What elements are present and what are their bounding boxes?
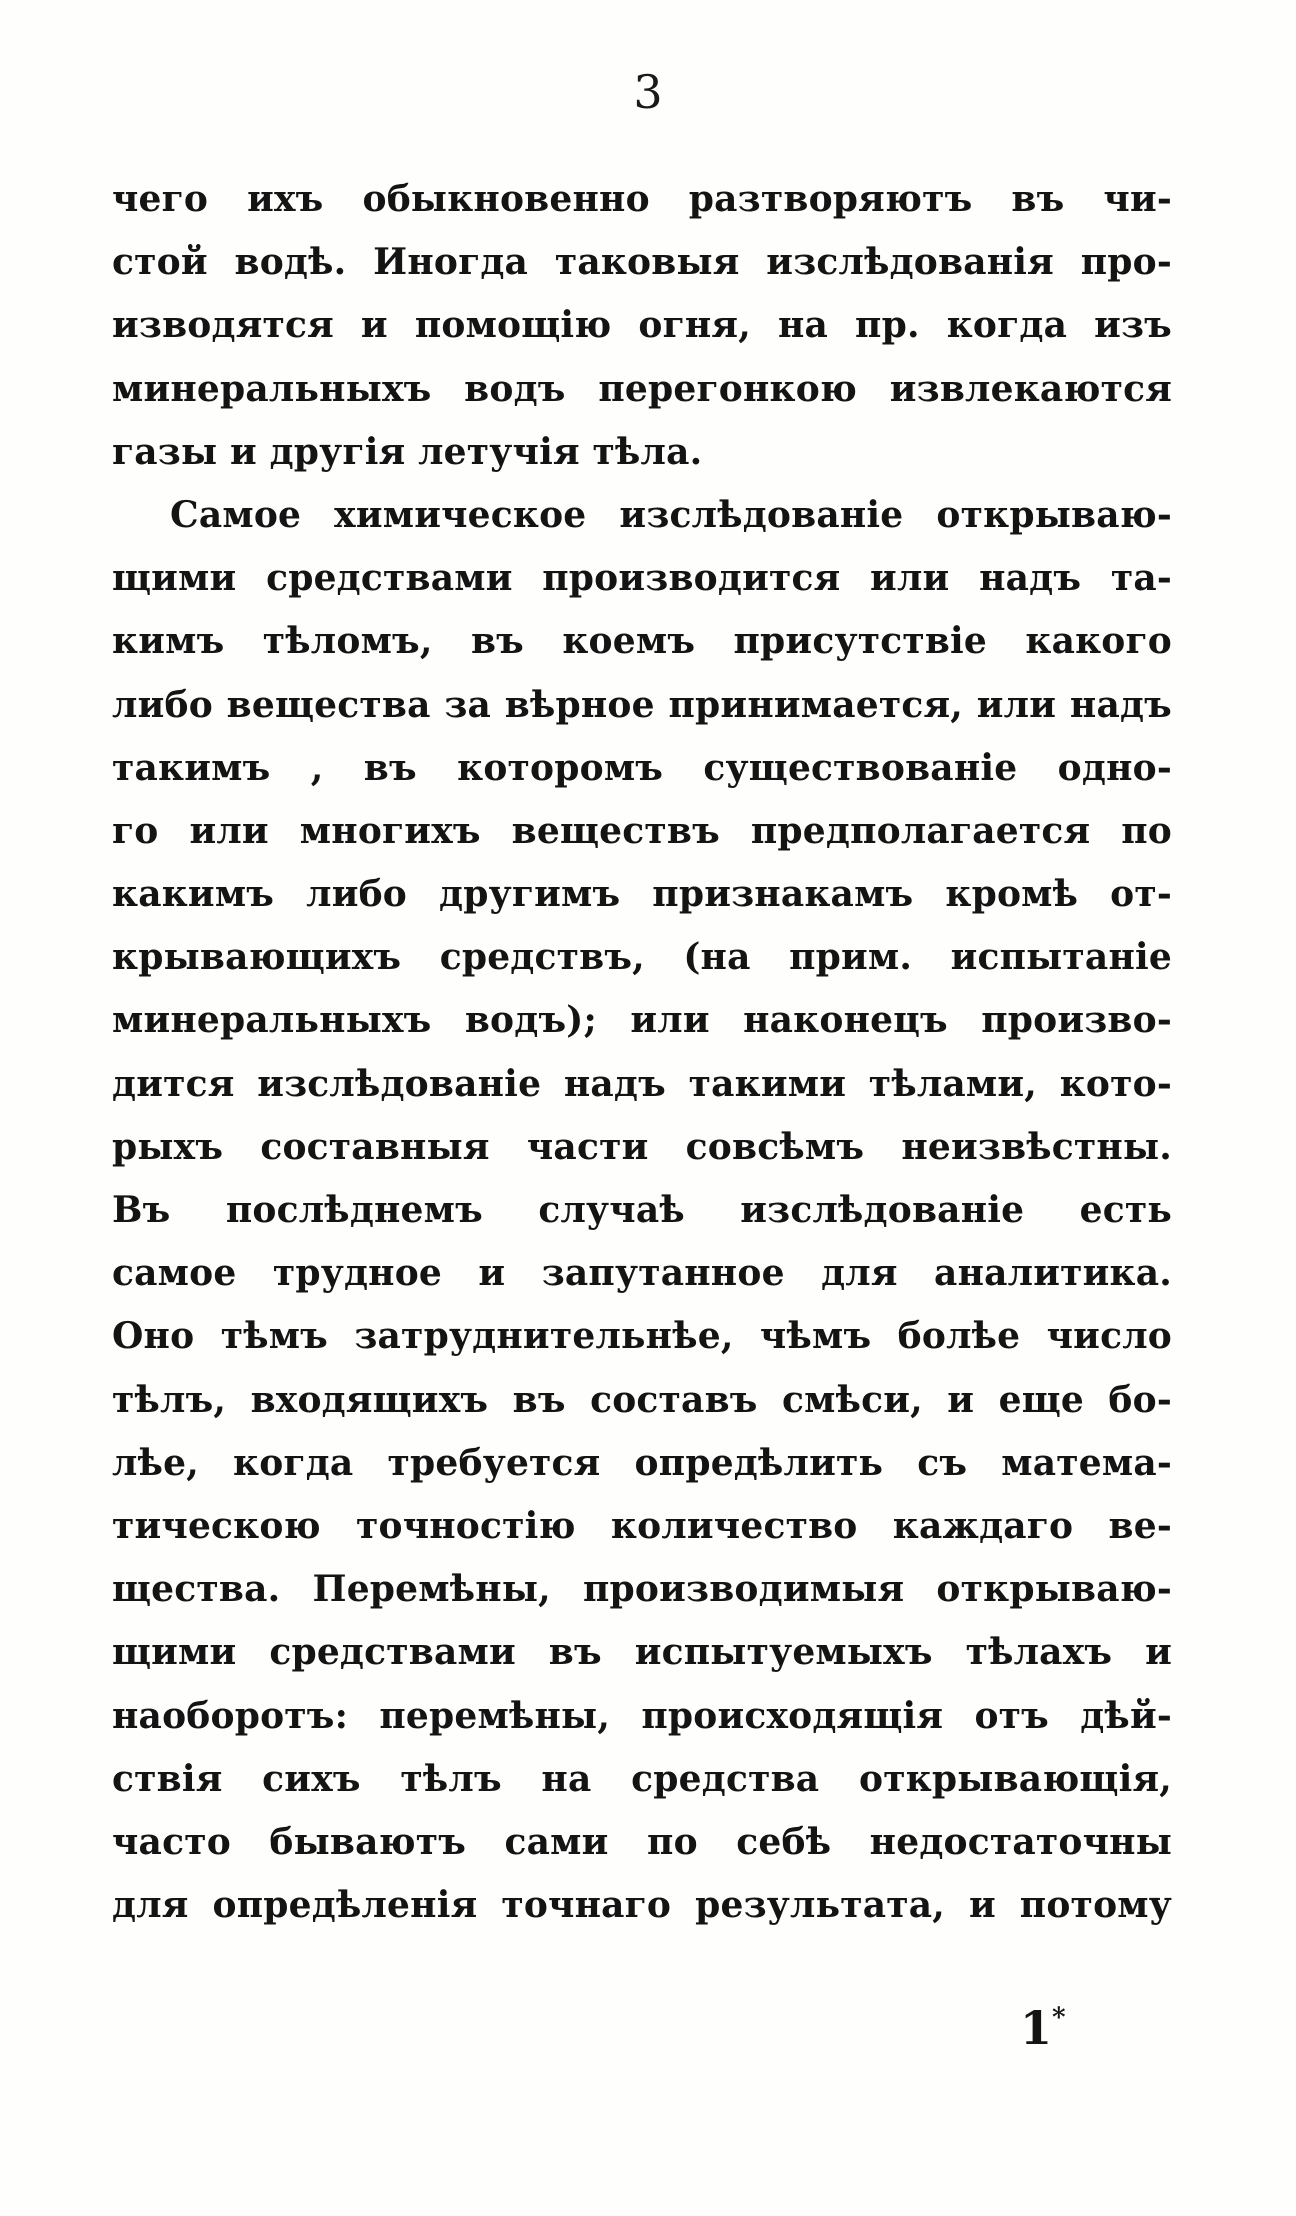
text-line: го или многихъ веществъ предполагается по <box>112 809 1172 852</box>
text-line: для опредѣленія точнаго результата, и потому <box>112 1884 1172 1927</box>
text-line: какимъ либо другимъ признакамъ кромѣ от- <box>112 873 1172 916</box>
text-line: минеральныхъ водъ перегонкою извлекаются <box>112 367 1172 410</box>
text-line: часто бываютъ сами по себѣ недостаточны <box>112 1820 1172 1863</box>
text-line: тѣлъ, входящихъ въ составъ смѣси, и еще бо- <box>112 1378 1172 1421</box>
text-line: Оно тѣмъ затруднительнѣе, чѣмъ болѣе число <box>112 1315 1172 1358</box>
text-line: лѣе, когда требуется опредѣлить съ матема- <box>112 1441 1172 1484</box>
signature-number: 1 <box>1020 2001 1053 2055</box>
signature-star: * <box>1052 2003 1066 2033</box>
text-line: такимъ , въ которомъ существованіе одно- <box>112 746 1172 789</box>
signature-mark <box>1020 1988 1066 2058</box>
text-line: крывающихъ средствъ, (на прим. испытаніе <box>112 936 1172 979</box>
page-number: 3 <box>633 65 663 119</box>
text-line: щими средствами въ испытуемыхъ тѣлахъ и <box>112 1631 1172 1674</box>
text-line: минеральныхъ водъ); или наконецъ произво- <box>112 999 1172 1042</box>
text-line: Въ послѣднемъ случаѣ изслѣдованіе есть <box>112 1189 1172 1231</box>
text-line: рыхъ составныя части совсѣмъ неизвѣстны. <box>112 1125 1172 1168</box>
text-line: наоборотъ: перемѣны, происходящія отъ дѣй- <box>112 1694 1172 1737</box>
text-line: Самое химическое изслѣдованіе открываю- <box>170 493 1172 536</box>
text-line: самое трудное и запутанное для аналитика. <box>112 1252 1172 1295</box>
text-line: либо вещества за вѣрное принимается, или надъ <box>112 683 1172 726</box>
body-text <box>112 168 1172 1937</box>
text-line: кимъ тѣломъ, въ коемъ присутствіе какого <box>112 620 1172 663</box>
text-line: щества. Перемѣны, производимыя открываю- <box>112 1568 1172 1611</box>
text-line: газы и другія летучія тѣла. <box>112 430 703 473</box>
text-line: тическою точностію количество каждаго ве- <box>112 1504 1172 1547</box>
text-line: щими средствами производится или надъ та- <box>112 557 1172 600</box>
text-line: стой водѣ. Иногда таковыя изслѣдованія про- <box>112 241 1172 284</box>
text-line: ствія сихъ тѣлъ на средства открывающія, <box>112 1757 1172 1800</box>
text-line: чего ихъ обыкновенно разтворяютъ въ чи- <box>112 178 1172 220</box>
text-line: изводятся и помощію огня, на пр. когда изъ <box>112 304 1172 347</box>
text-line: дится изслѣдованіе надъ такими тѣлами, кото- <box>112 1062 1172 1105</box>
